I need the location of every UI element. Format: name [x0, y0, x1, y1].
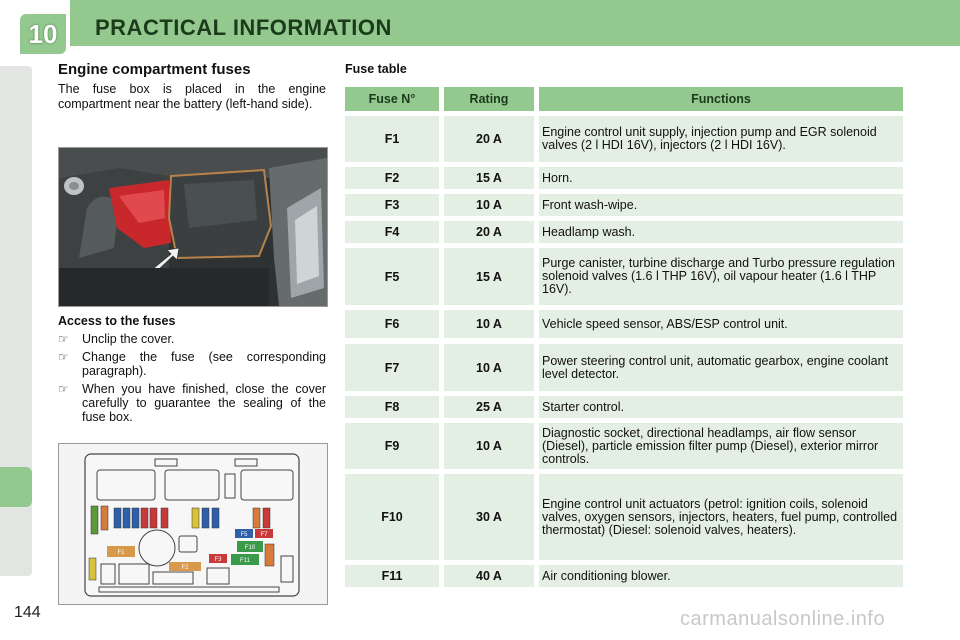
fuse-function: Engine control unit actuators (petrol: ignition coils, solenoid valves, oxygen sensors, injectors, heaters, fuel pump, controlled thermostat) (Diesel: solenoid valves, heaters). — [539, 474, 903, 560]
fuse-function: Diagnostic socket, directional headlamps, air flow sensor (Diesel), particle emission filter pump (Diesel), exterior mirror controls. — [539, 423, 903, 469]
fuse-function: Starter control. — [539, 396, 903, 418]
fuse-label-f2: F2 — [181, 565, 189, 571]
fuse-function: Horn. — [539, 167, 903, 189]
engine-compartment-photo — [58, 147, 328, 307]
fuse-rating: 25 A — [444, 396, 534, 418]
watermark: carmanualsonline.info — [680, 608, 886, 630]
fuse-function: Power steering control unit, automatic gearbox, engine coolant level detector. — [539, 344, 903, 391]
table-row — [345, 310, 903, 338]
table-header-row — [345, 87, 903, 111]
fuse-function: Vehicle speed sensor, ABS/ESP control unit. — [539, 310, 903, 338]
list-item: ☞ When you have finished, close the cover carefully to guarantee the sealing of the fuse box. — [58, 382, 326, 424]
fuse-label-f11: F11 — [240, 558, 250, 564]
chapter-tab[interactable] — [0, 467, 32, 507]
header-fuse-number: Fuse N° — [345, 87, 439, 111]
fuse-rating: 10 A — [444, 310, 534, 338]
table-row — [345, 248, 903, 305]
fuse-label-f3: F3 — [214, 557, 222, 563]
table-row — [345, 167, 903, 189]
fuse-number: F11 — [345, 565, 439, 587]
table-row — [345, 565, 903, 587]
fuse-number: F8 — [345, 396, 439, 418]
fuse-number: F10 — [345, 474, 439, 560]
fuse-rating: 15 A — [444, 248, 534, 305]
section-title: Engine compartment fuses — [58, 61, 251, 78]
fuse-label-f1: F1 — [117, 550, 125, 556]
table-row — [345, 116, 903, 162]
fuse-number: F4 — [345, 221, 439, 243]
table-row — [345, 474, 903, 560]
fuse-function: Front wash-wipe. — [539, 194, 903, 216]
fuse-box-diagram — [58, 443, 328, 605]
table-row — [345, 396, 903, 418]
page-title: PRACTICAL INFORMATION — [95, 15, 392, 40]
access-title: Access to the fuses — [58, 314, 176, 328]
fuse-rating: 10 A — [444, 194, 534, 216]
fuse-label-f10: F10 — [244, 545, 256, 551]
fuse-rating: 10 A — [444, 423, 534, 469]
fuse-rating: 30 A — [444, 474, 534, 560]
fuse-function: Headlamp wash. — [539, 221, 903, 243]
fuse-label-f7: F7 — [260, 532, 268, 538]
fuse-number: F3 — [345, 194, 439, 216]
fuse-number: F6 — [345, 310, 439, 338]
fuse-number: F7 — [345, 344, 439, 391]
table-row — [345, 194, 903, 216]
fuse-rating: 20 A — [444, 221, 534, 243]
fuse-label-f5: F5 — [240, 532, 248, 538]
fuse-rating: 15 A — [444, 167, 534, 189]
fuse-rating: 20 A — [444, 116, 534, 162]
table-row — [345, 344, 903, 391]
fuse-rating: 40 A — [444, 565, 534, 587]
fuse-rating: 10 A — [444, 344, 534, 391]
hand-pointer-icon: ☞ — [58, 332, 69, 346]
hand-pointer-icon: ☞ — [58, 382, 69, 396]
access-steps — [58, 332, 326, 428]
list-item: ☞ Unclip the cover. — [58, 332, 175, 346]
table-title: Fuse table — [345, 62, 407, 76]
fuse-number: F1 — [345, 116, 439, 162]
fuse-function: Air conditioning blower. — [539, 565, 903, 587]
fuse-number: F2 — [345, 167, 439, 189]
list-item: ☞ Change the fuse (see corresponding paragraph). — [58, 350, 326, 378]
page-number: 144 — [14, 604, 41, 621]
fuse-function: Purge canister, turbine discharge and Turbo pressure regulation solenoid valves (1.6 l THP 16V), oil vapour heater (1.6 l THP 16V). — [539, 248, 903, 305]
header-rating: Rating — [444, 87, 534, 111]
fuse-function: Engine control unit supply, injection pump and EGR solenoid valves (2 l HDI 16V), injectors (2 l HDI 16V). — [539, 116, 903, 162]
header-functions: Functions — [539, 87, 903, 111]
intro-paragraph: The fuse box is placed in the engine compartment near the battery (left-hand side). — [58, 82, 326, 111]
fuse-number: F9 — [345, 423, 439, 469]
table-row — [345, 221, 903, 243]
hand-pointer-icon: ☞ — [58, 350, 69, 364]
chapter-number: 10 — [28, 19, 58, 49]
fuse-box-drawing — [59, 444, 327, 604]
fuse-number: F5 — [345, 248, 439, 305]
table-row — [345, 423, 903, 469]
engine-photo-illustration — [59, 148, 327, 306]
